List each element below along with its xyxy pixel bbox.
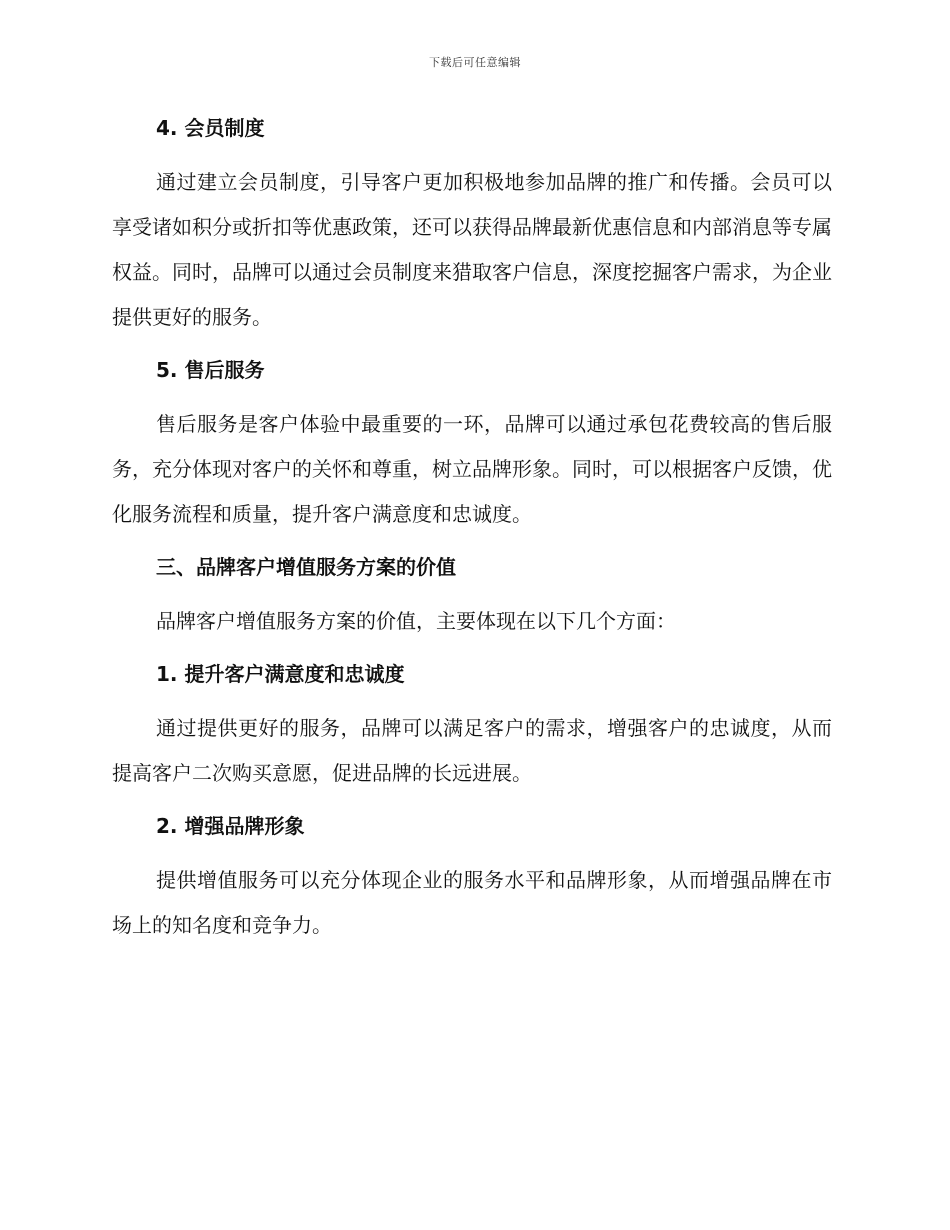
section-paragraph: 通过提供更好的服务，品牌可以满足客户的需求，增强客户的忠诚度，从而提高客户二次购买意愿，促进品牌的长远进展。 (112, 716, 832, 785)
section-heading: 4. 会员制度 (156, 116, 265, 140)
section-heading: 2. 增强品牌形象 (156, 814, 305, 838)
section-paragraph: 售后服务是客户体验中最重要的一环，品牌可以通过承包花费较高的售后服务，充分体现对客户的关怀和尊重，树立品牌形象。同时，可以根据客户反馈，优化服务流程和质量，提升客户满意度和忠诚度。 (112, 412, 832, 526)
section-membership (112, 112, 832, 354)
section-paragraph: 品牌客户增值服务方案的价值，主要体现在以下几个方面： (156, 609, 676, 633)
section-paragraph: 通过建立会员制度，引导客户更加积极地参加品牌的推广和传播。会员可以享受诸如积分或折扣等优惠政策，还可以获得品牌最新优惠信息和内部消息等专属权益。同时，品牌可以通过会员制度来猎取客户信息，深度挖掘客户需求，为企业提供更好的服务。 (112, 170, 832, 329)
section-heading: 1. 提升客户满意度和忠诚度 (156, 662, 405, 686)
section-value (112, 551, 832, 658)
header-note: 下载后可任意编辑 (429, 56, 521, 69)
document-body (112, 112, 832, 948)
section-heading: 5. 售后服务 (156, 358, 265, 382)
section-brand-image (112, 810, 832, 948)
section-paragraph: 提供增值服务可以充分体现企业的服务水平和品牌形象，从而增强品牌在市场上的知名度和竞争力。 (112, 868, 832, 937)
section-after-sales (112, 354, 832, 551)
section-satisfaction (112, 658, 832, 810)
section-heading: 三、品牌客户增值服务方案的价值 (156, 555, 456, 579)
